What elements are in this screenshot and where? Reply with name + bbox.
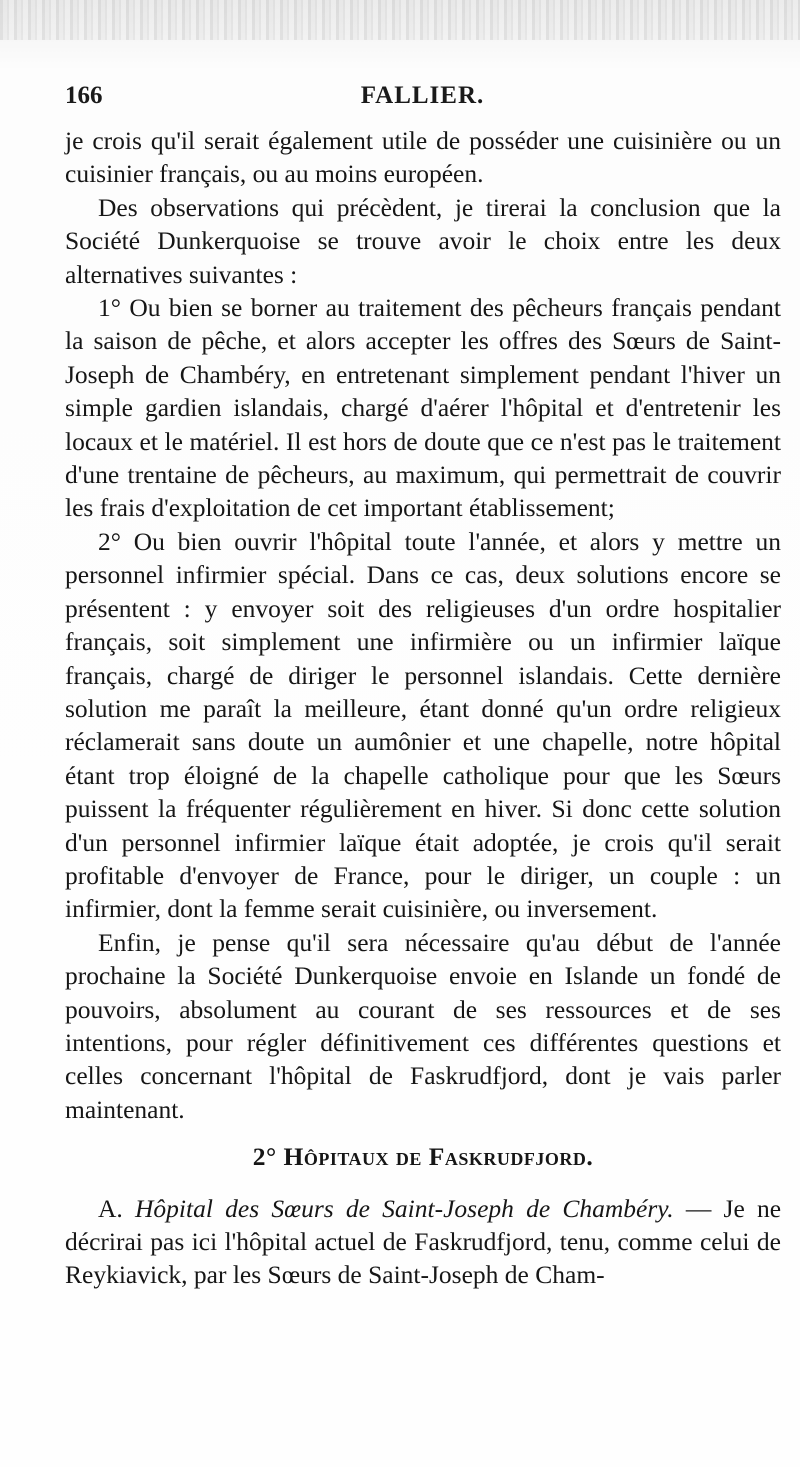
paragraph: Des observations qui précèdent, je tirerai la conclusion que la Société Dunkerquoise se trouve avoir le choix entre les deux alternatives suivantes : xyxy=(65,192,781,289)
section-heading: 2° Hôpitaux de Faskrudfjord. xyxy=(252,1142,594,1172)
running-head: FALLIER. xyxy=(360,82,485,109)
page-body xyxy=(65,124,781,1292)
paragraph: 2° Ou bien ouvrir l'hôpital toute l'année, et alors y mettre un personnel infirmier spécial. Dans ce cas, deux solutions encore se présentent : y envoyer soit des religieuses d'un ordre hospitalier français, soit simplement une infirmière ou un infirmier laïque français, chargé de diriger le personnel islandais. Cette dernière solution me paraît la meilleure, étant donné qu'un ordre religieux réclamerait sans doute un aumônier et une chapelle, notre hôpital étant trop éloigné de la chapelle catholique pour que les Sœurs puissent la fréquenter régulièrement en hiver. Si donc cette solution d'un personnel infirmier laïque était adoptée, je crois qu'il serait profitable d'envoyer de France, pour le diriger, un couple : un infirmier, dont la femme serait cuisinière, ou inversement. xyxy=(65,526,781,924)
page-header xyxy=(65,82,780,114)
scan-edge xyxy=(0,0,800,40)
final-paragraph-title: Hôpital des Sœurs de Saint-Joseph de Chambéry. xyxy=(135,1193,674,1223)
paragraph: 1° Ou bien se borner au traitement des pêcheurs français pendant la saison de pêche, et alors accepter les offres des Sœurs de Saint-Joseph de Chambéry, en entretenant simplement pendant l'hiver un simple gardien islandais, chargé d'aérer l'hôpital et d'entretenir les locaux et le matériel. Il est hors de doute que ce n'est pas le traitement d'une trentaine de pêcheurs, au maximum, qui permettrait de couvrir les frais d'exploitation de cet important établissement; xyxy=(65,293,781,523)
final-paragraph-text: — Je ne décrirai pas ici l'hôpital actuel de Faskrudfjord, tenu, comme celui de Reykiavick, par les Sœurs de Saint-Joseph de Cham- xyxy=(65,1193,782,1290)
paragraph: je crois qu'il serait également utile de posséder une cuisinière ou un cuisinier français, ou au moins européen. xyxy=(65,126,781,189)
final-paragraph-label: A. xyxy=(98,1193,123,1223)
paragraph: Enfin, je pense qu'il sera nécessaire qu'au début de l'année prochaine la Société Dunkerquoise envoie en Islande un fondé de pouvoirs, absolument au courant de ses ressources et de ses intentions, pour régler définitivement ces différentes questions et celles concernant l'hôpital de Faskrudfjord, dont je vais parler maintenant. xyxy=(65,927,781,1124)
final-paragraph xyxy=(65,1192,781,1292)
page-number: 166 xyxy=(65,82,103,109)
